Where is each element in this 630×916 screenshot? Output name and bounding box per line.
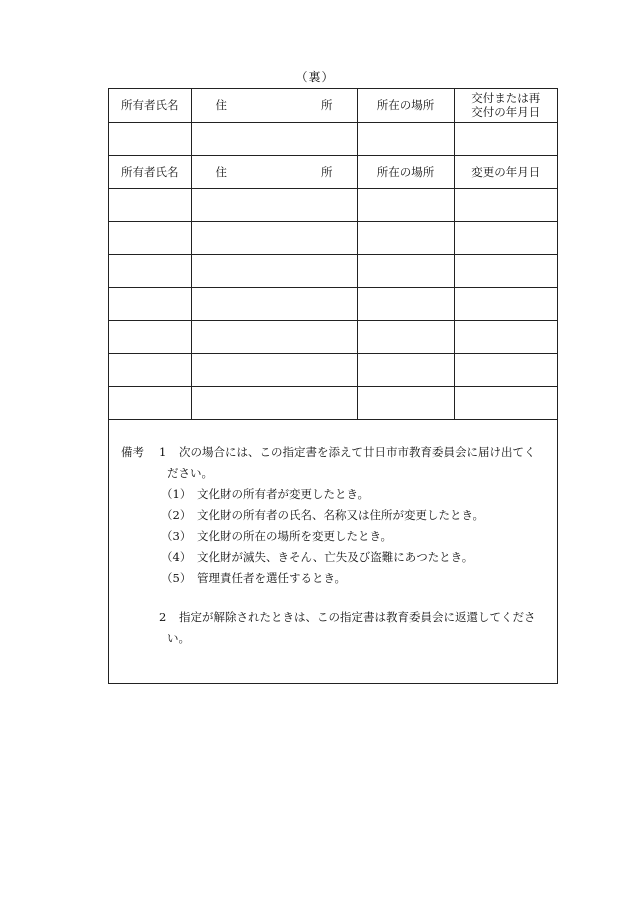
change-entry-row: [109, 188, 557, 221]
remark-1-subitem: [121, 568, 557, 589]
remark-1: [121, 442, 557, 463]
subitem-text: 文化財の所有者の氏名、名称又は住所が変更したとき。: [197, 507, 485, 522]
change-entry-row: [109, 221, 557, 254]
change-entry-row: [109, 386, 557, 419]
remark-1-text-line1: 次の場合には、この指定書を添えて廿日市市教育委員会に届け出てく: [179, 444, 536, 459]
subitem-text: 文化財の所在の場所を変更したとき。: [197, 528, 393, 543]
entry-owner-name[interactable]: [109, 122, 191, 155]
owner-register-table: [109, 89, 557, 420]
remarks-label: 備考: [121, 444, 144, 459]
entry-address[interactable]: [191, 221, 357, 254]
header-owner-name-2: 所有者氏名: [109, 155, 191, 188]
header-change-date: 変更の年月日: [454, 155, 557, 188]
remark-1-subitem: [121, 505, 557, 526]
entry-owner-name[interactable]: [109, 287, 191, 320]
entry-change-date[interactable]: [454, 188, 557, 221]
entry-location[interactable]: [357, 320, 454, 353]
entry-location[interactable]: [357, 221, 454, 254]
remark-2-number: 2: [159, 609, 167, 624]
page-heading: （裏）: [295, 70, 335, 84]
subitem-number: （2）: [161, 507, 192, 522]
remarks-section: [109, 420, 557, 649]
change-entry-row: [109, 254, 557, 287]
header-issue-date: [454, 89, 557, 122]
entry-change-date[interactable]: [454, 254, 557, 287]
subitem-text: 文化財の所有者が変更したとき。: [197, 486, 370, 501]
entry-change-date[interactable]: [454, 320, 557, 353]
remark-1-number: 1: [159, 444, 167, 459]
header-address-right: 所: [321, 98, 333, 113]
entry-address[interactable]: [191, 188, 357, 221]
entry-location[interactable]: [357, 386, 454, 419]
change-entry-row: [109, 353, 557, 386]
remark-2-text-line2: い。: [167, 630, 190, 645]
entry-owner-name[interactable]: [109, 221, 191, 254]
entry-change-date[interactable]: [454, 386, 557, 419]
header-address-right-2: 所: [321, 164, 333, 179]
remark-2: [121, 607, 557, 628]
entry-owner-name[interactable]: [109, 320, 191, 353]
entry-owner-name[interactable]: [109, 188, 191, 221]
entry-location[interactable]: [357, 122, 454, 155]
issue-header-row: [109, 89, 557, 122]
entry-address[interactable]: [191, 320, 357, 353]
subitem-text: 文化財が滅失、きそん、亡失及び盗難にあつたとき。: [197, 549, 474, 564]
designation-certificate-back-form: [108, 88, 558, 684]
entry-change-date[interactable]: [454, 353, 557, 386]
header-location-2: 所在の場所: [357, 155, 454, 188]
remark-2-text-line1: 指定が解除されたときは、この指定書は教育委員会に返還してくださ: [179, 609, 536, 624]
remark-1-subitem: [121, 526, 557, 547]
remark-1-subitem: [121, 484, 557, 505]
header-issue-date-line2: 交付の年月日: [471, 105, 541, 120]
entry-address[interactable]: [191, 353, 357, 386]
entry-change-date[interactable]: [454, 287, 557, 320]
header-owner-name: 所有者氏名: [109, 89, 191, 122]
entry-address[interactable]: [191, 287, 357, 320]
entry-address[interactable]: [191, 254, 357, 287]
entry-location[interactable]: [357, 287, 454, 320]
entry-address[interactable]: [191, 386, 357, 419]
change-entry-row: [109, 320, 557, 353]
entry-issue-date[interactable]: [454, 122, 557, 155]
header-issue-date-line1: 交付または再: [471, 91, 541, 106]
subitem-number: （1）: [161, 486, 192, 501]
header-location: 所在の場所: [357, 89, 454, 122]
entry-address[interactable]: [191, 122, 357, 155]
change-entry-row: [109, 287, 557, 320]
header-address-left: 住: [215, 98, 227, 113]
subitem-number: （3）: [161, 528, 192, 543]
remark-1-subitem: [121, 547, 557, 568]
header-address: [191, 89, 357, 122]
subitem-text: 管理責任者を選任するとき。: [197, 570, 347, 585]
entry-owner-name[interactable]: [109, 386, 191, 419]
subitem-number: （5）: [161, 570, 192, 585]
spacer: [121, 589, 557, 607]
header-address-left-2: 住: [215, 164, 227, 179]
remark-1-text-line2: ださい。: [167, 465, 213, 480]
change-header-row: [109, 155, 557, 188]
entry-location[interactable]: [357, 254, 454, 287]
entry-owner-name[interactable]: [109, 254, 191, 287]
subitem-number: （4）: [161, 549, 192, 564]
entry-owner-name[interactable]: [109, 353, 191, 386]
issue-entry-row: [109, 122, 557, 155]
entry-location[interactable]: [357, 188, 454, 221]
entry-location[interactable]: [357, 353, 454, 386]
entry-change-date[interactable]: [454, 221, 557, 254]
header-address-2: [191, 155, 357, 188]
